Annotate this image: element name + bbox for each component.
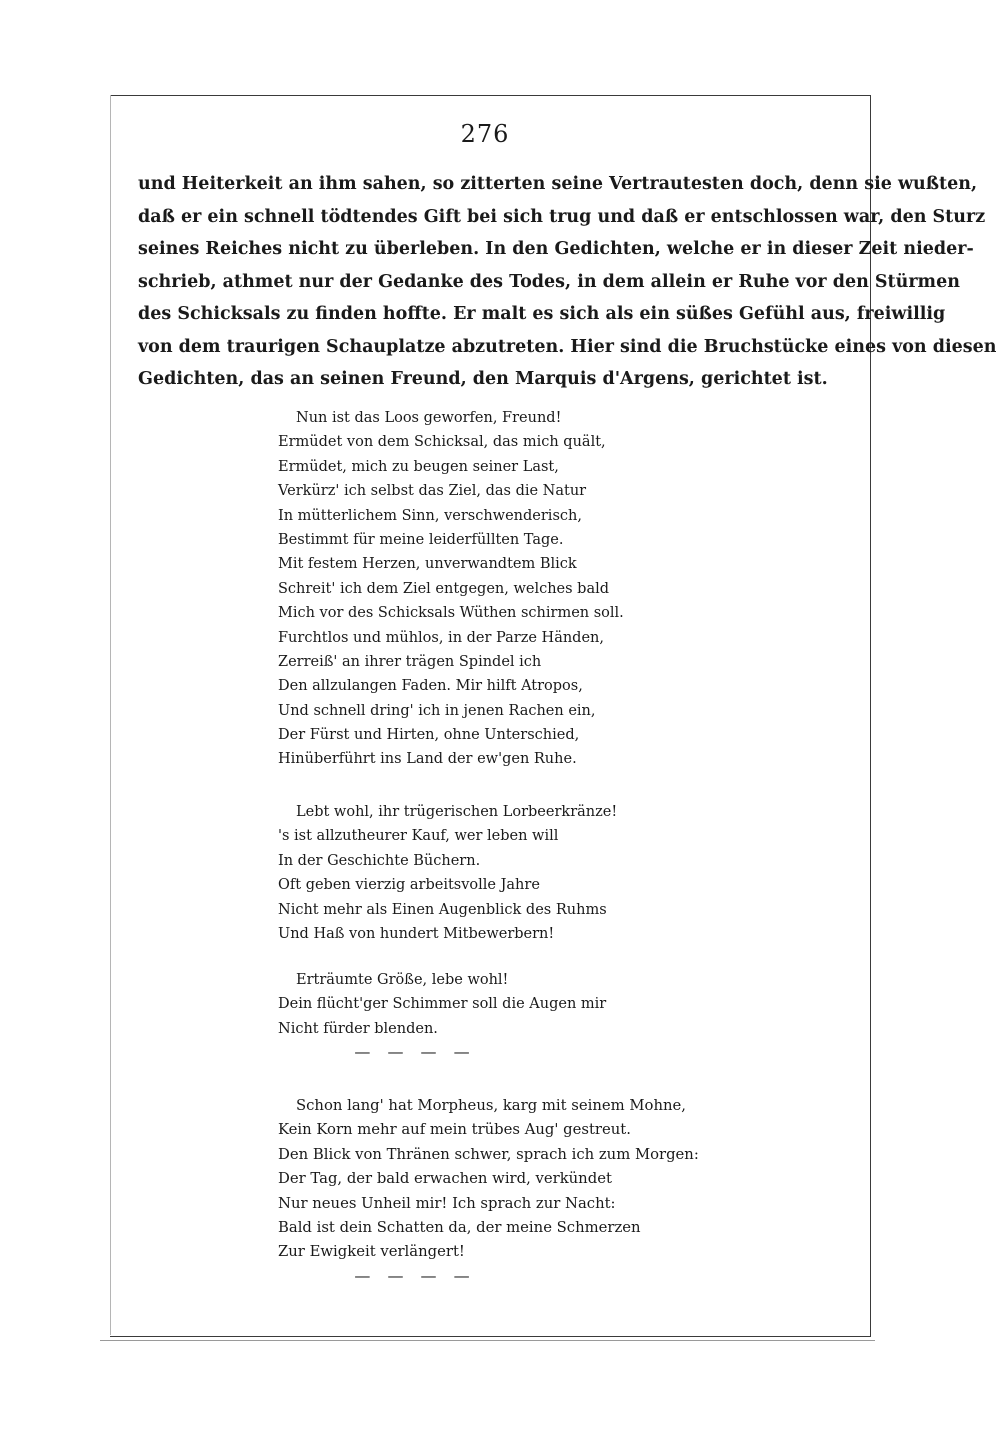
poem-line: Hinüberführt ins Land der ew'gen Ruhe. (278, 751, 577, 768)
poem-line: Schon lang' hat Morpheus, karg mit seinem Mohne, (296, 1097, 686, 1114)
poem-line: Bald ist dein Schatten da, der meine Schmerzen (278, 1218, 641, 1236)
prose-line: daß er ein schnell tödtendes Gift bei sich trug und daß er entschlossen war, den Sturz (138, 206, 986, 227)
poem-line: Zur Ewigkeit verlängert! (278, 1243, 465, 1261)
poem-line: Lebt wohl, ihr trügerischen Lorbeerkränze! (296, 804, 618, 820)
poem-line: Den Blick von Thränen schwer, sprach ich zum Morgen: (278, 1145, 699, 1163)
poem-line: Und schnell dring' ich in jenen Rachen ein, (278, 702, 596, 719)
poem-line: In der Geschichte Büchern. (278, 852, 481, 869)
prose-paragraph (138, 168, 996, 396)
prose-line: schrieb, athmet nur der Gedanke des Todes, in dem allein er Ruhe vor den Stürmen (138, 271, 960, 292)
poem-line: Ermüdet, mich zu beugen seiner Last, (278, 458, 559, 475)
prose-line: seines Reiches nicht zu überleben. In den Gedichten, welche er in dieser Zeit nieder- (138, 239, 974, 259)
poem-line: Der Fürst und Hirten, ohne Unterschied, (278, 727, 580, 744)
poem-line: In mütterlichem Sinn, verschwenderisch, (278, 507, 582, 524)
section-separator: — — — — (354, 1266, 476, 1285)
poem-stanza-4 (278, 1094, 698, 1265)
poem-line: Nicht mehr als Einen Augenblick des Ruhms (278, 901, 607, 918)
poem-line: Und Haß von hundert Mitbewerbern! (278, 925, 555, 942)
poem-stanza-1 (278, 406, 698, 772)
poem-line: Den allzulangen Faden. Mir hilft Atropos, (278, 678, 583, 695)
prose-line: Gedichten, das an seinen Freund, den Marquis d'Argens, gerichtet ist. (138, 369, 828, 389)
poem-line: Schreit' ich dem Ziel entgegen, welches bald (278, 580, 610, 597)
poem-line: Ermüdet von dem Schicksal, das mich quält, (278, 434, 606, 451)
poem-stanza-3 (278, 968, 698, 1041)
poem-line: Bestimmt für meine leiderfüllten Tage. (278, 531, 564, 548)
prose-line: des Schicksals zu finden hoffte. Er malt es sich als ein süßes Gefühl aus, freiwillig (138, 304, 946, 324)
prose-line: von dem traurigen Schauplatze abzutreten. Hier sind die Bruchstücke eines von diesen (138, 336, 996, 357)
poem-line: Mit festem Herzen, unverwandtem Blick (278, 556, 577, 573)
poem-line: Furchtlos und mühlos, in der Parze Händen, (278, 629, 604, 646)
poem-line: 's ist allzutheurer Kauf, wer leben will (278, 828, 559, 845)
poem-line: Verkürz' ich selbst das Ziel, das die Natur (278, 483, 587, 500)
poem-line: Nur neues Unheil mir! Ich sprach zur Nacht: (278, 1194, 616, 1212)
bottom-rule (100, 1340, 875, 1341)
left-margin-rule (110, 95, 111, 1335)
poem-line: Zerreiß' an ihrer trägen Spindel ich (278, 653, 542, 670)
poem-line: Erträumte Größe, lebe wohl! (296, 972, 509, 988)
poem-stanza-2 (278, 800, 698, 946)
section-separator: — — — — (354, 1042, 476, 1061)
page-number: 276 (460, 120, 510, 148)
prose-line: und Heiterkeit an ihm sahen, so zitterten seine Vertrautesten doch, denn sie wußten, (138, 174, 978, 194)
poem-line: Oft geben vierzig arbeitsvolle Jahre (278, 877, 540, 894)
poem-line: Nun ist das Loos geworfen, Freund! (296, 410, 562, 426)
poem-line: Mich vor des Schicksals Wüthen schirmen soll. (278, 605, 624, 622)
poem-line: Nicht fürder blenden. (278, 1020, 438, 1037)
poem-line: Der Tag, der bald erwachen wird, verkündet (278, 1170, 612, 1188)
poem-line: Kein Korn mehr auf mein trübes Aug' gestreut. (278, 1121, 631, 1139)
poem-line: Dein flücht'ger Schimmer soll die Augen mir (278, 996, 607, 1013)
